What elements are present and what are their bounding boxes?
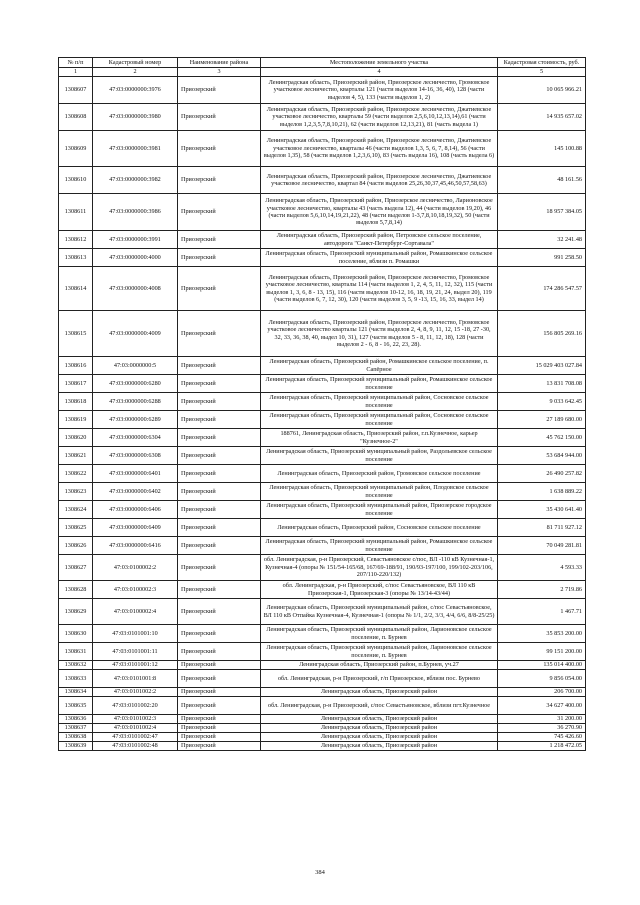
row-number-cell: 1308616 [59, 357, 93, 375]
location-cell: обл. Ленинградская, р-н Приозерский, с/пос Севастьяновское, ВЛ 110 кВ Приозерская-1, Приозерская-3 (опоры № 13/14-43/44) [261, 581, 498, 599]
table-row [59, 519, 586, 537]
cadastral-value-table [58, 57, 586, 751]
cadastral-value-cell: 13 831 708.08 [498, 375, 586, 393]
district-name-cell: Приозерский [178, 311, 261, 357]
location-cell: Ленинградская область, Приозерский район, Петровское сельское поселение, автодорога "Санкт-Петербург-Сортавала" [261, 231, 498, 249]
district-name-cell: Приозерский [178, 643, 261, 661]
location-cell: Ленинградская область, Приозерский район, Громовское сельское поселение [261, 465, 498, 483]
table-row [59, 231, 586, 249]
row-number-cell: 1308609 [59, 131, 93, 167]
district-name-cell: Приозерский [178, 519, 261, 537]
row-number-cell: 1308621 [59, 447, 93, 465]
district-name-cell: Приозерский [178, 697, 261, 715]
cadastral-value-cell: 1 467.71 [498, 599, 586, 625]
location-cell: Ленинградская область, Приозерский район, Приозерское лесничество, Джатиевское участковое лесничество, кварталы 59 (части выделов 2,5,6,10,12,13,14),61 (части выделов 1,2,3,5,7,8,10,21), 62 (части выделов 12,13,21), 81 (часть выдела 1) [261, 104, 498, 131]
table-row [59, 411, 586, 429]
row-number-cell: 1308632 [59, 661, 93, 670]
row-number-cell: 1308607 [59, 77, 93, 104]
row-number-cell: 1308633 [59, 670, 93, 688]
district-name-cell: Приозерский [178, 501, 261, 519]
table-row [59, 688, 586, 697]
district-name-cell: Приозерский [178, 742, 261, 751]
cadastral-value-cell: 53 684 944.00 [498, 447, 586, 465]
table-row [59, 104, 586, 131]
district-name-cell: Приозерский [178, 599, 261, 625]
row-number-cell: 1308614 [59, 267, 93, 311]
district-name-cell: Приозерский [178, 465, 261, 483]
row-number-cell: 1308626 [59, 537, 93, 555]
table-row [59, 375, 586, 393]
table-row [59, 599, 586, 625]
location-cell: обл. Ленинградская, р-н Приозерский, г/п Приозерское, вблизи пос. Бурнево [261, 670, 498, 688]
page-number: 384 [315, 869, 325, 876]
table-row [59, 670, 586, 688]
table-header-row [59, 58, 586, 68]
cadastral-number-cell: 47:03:0000000:6280 [93, 375, 178, 393]
cadastral-value-cell: 1 218 472.05 [498, 742, 586, 751]
district-name-cell: Приозерский [178, 670, 261, 688]
district-name-cell: Приозерский [178, 724, 261, 733]
cadastral-number-cell: 47:03:0101001:8 [93, 670, 178, 688]
location-cell: Ленинградская область, Приозерский район [261, 715, 498, 724]
table-row [59, 581, 586, 599]
district-name-cell: Приозерский [178, 537, 261, 555]
cadastral-number-cell: 47:03:0000000:6288 [93, 393, 178, 411]
row-number-cell: 1308631 [59, 643, 93, 661]
row-number-cell: 1308615 [59, 311, 93, 357]
location-cell: Ленинградская область, Приозерский муниципальный район, с/пос Севастьяновское, ВЛ 110 кВ Отпайка Кузнечная-4, Кузнечная-1 (опоры № 1/1, 2/2, 3/3, 4/4, 6/6, 8/8-25/25) [261, 599, 498, 625]
header-location: Местоположение земельного участка [261, 58, 498, 68]
cadastral-value-cell: 2 719.86 [498, 581, 586, 599]
row-number-cell: 1308610 [59, 167, 93, 194]
district-name-cell: Приозерский [178, 429, 261, 447]
district-name-cell: Приозерский [178, 688, 261, 697]
location-cell: Ленинградская область, Приозерский муниципальный район, Ромашкинское сельское поселение [261, 375, 498, 393]
cadastral-value-cell: 45 762 150.00 [498, 429, 586, 447]
cadastral-number-cell: 47:03:0000000:3986 [93, 194, 178, 231]
header-row-number: № п/п [59, 58, 93, 68]
row-number-cell: 1308624 [59, 501, 93, 519]
location-cell: 188761, Ленинградская область, Приозерский район, г.п.Кузнечное, карьер "Кузнечное-2" [261, 429, 498, 447]
district-name-cell: Приозерский [178, 447, 261, 465]
location-cell: Ленинградская область, Приозерский район [261, 742, 498, 751]
cadastral-number-cell: 47:03:0000000:3981 [93, 131, 178, 167]
row-number-cell: 1308608 [59, 104, 93, 131]
cadastral-value-cell: 34 627 400.00 [498, 697, 586, 715]
cadastral-value-cell: 206 700.00 [498, 688, 586, 697]
table-row [59, 311, 586, 357]
location-cell: Ленинградская область, Приозерский муниципальный район, Раздольевское сельское поселение [261, 447, 498, 465]
cadastral-value-cell: 27 189 680.00 [498, 411, 586, 429]
cadastral-number-cell: 47:03:0000000:6289 [93, 411, 178, 429]
cadastral-number-cell: 47:03:0101002:3 [93, 715, 178, 724]
location-cell: Ленинградская область, Приозерский район [261, 724, 498, 733]
location-cell: Ленинградская область, Приозерский муниципальный район, Ларионовское сельское поселение, п. Бурнев [261, 643, 498, 661]
cadastral-number-cell: 47:03:0101001:11 [93, 643, 178, 661]
cadastral-value-cell: 10 065 966.21 [498, 77, 586, 104]
table-row [59, 661, 586, 670]
column-number: 1 [59, 68, 93, 77]
location-cell: Ленинградская область, Приозерский район, Сосновское сельское поселение [261, 519, 498, 537]
cadastral-value-cell: 145 100.88 [498, 131, 586, 167]
row-number-cell: 1308639 [59, 742, 93, 751]
table-row [59, 167, 586, 194]
district-name-cell: Приозерский [178, 483, 261, 501]
cadastral-value-cell: 135 014 400.00 [498, 661, 586, 670]
district-name-cell: Приозерский [178, 167, 261, 194]
cadastral-number-cell: 47:03:0000000:6401 [93, 465, 178, 483]
row-number-cell: 1308619 [59, 411, 93, 429]
district-name-cell: Приозерский [178, 393, 261, 411]
district-name-cell: Приозерский [178, 555, 261, 581]
table-row [59, 643, 586, 661]
location-cell: Ленинградская область, Приозерский муниципальный район, Ромашкинское сельское поселение [261, 537, 498, 555]
table-row [59, 555, 586, 581]
location-cell: Ленинградская область, Приозерский район, Ромашкинское сельское поселение, п. Сапёрное [261, 357, 498, 375]
column-number: 2 [93, 68, 178, 77]
row-number-cell: 1308637 [59, 724, 93, 733]
district-name-cell: Приозерский [178, 715, 261, 724]
district-name-cell: Приозерский [178, 231, 261, 249]
district-name-cell: Приозерский [178, 267, 261, 311]
cadastral-number-cell: 47:03:0000000:4000 [93, 249, 178, 267]
cadastral-number-cell: 47:03:0000000:4008 [93, 267, 178, 311]
cadastral-number-cell: 47:03:0000000:6402 [93, 483, 178, 501]
cadastral-number-cell: 47:03:0000000:6308 [93, 447, 178, 465]
table-row [59, 733, 586, 742]
cadastral-number-cell: 47:03:0101001:12 [93, 661, 178, 670]
location-cell: обл. Ленинградская, р-н Приозерский, Севастьяновское с/пос, ВЛ -110 кВ Кузнечная-1, Кузнечная-4 (опоры № 151/54-165/68, 167/69-188/91, 190/93-197/100, 199/102-203/106, 207/110-220/132) [261, 555, 498, 581]
district-name-cell: Приозерский [178, 375, 261, 393]
row-number-cell: 1308622 [59, 465, 93, 483]
district-name-cell: Приозерский [178, 625, 261, 643]
cadastral-value-cell: 9 033 642.45 [498, 393, 586, 411]
header-cadastral-value: Кадастровая стоимость, руб. [498, 58, 586, 68]
location-cell: Ленинградская область, Приозерский муниципальный район, Плодовское сельское поселение [261, 483, 498, 501]
cadastral-value-cell: 36 270.90 [498, 724, 586, 733]
cadastral-number-cell: 47:03:0000000:5 [93, 357, 178, 375]
table-row [59, 537, 586, 555]
district-name-cell: Приозерский [178, 581, 261, 599]
cadastral-number-cell: 47:03:0000000:6409 [93, 519, 178, 537]
cadastral-number-cell: 47:03:0101002:47 [93, 733, 178, 742]
cadastral-value-cell: 35 430 641.40 [498, 501, 586, 519]
table-row [59, 194, 586, 231]
cadastral-number-cell: 47:03:0101002:48 [93, 742, 178, 751]
cadastral-value-cell: 156 805 269.16 [498, 311, 586, 357]
cadastral-value-cell: 991 258.50 [498, 249, 586, 267]
cadastral-value-cell: 32 241.48 [498, 231, 586, 249]
row-number-cell: 1308634 [59, 688, 93, 697]
district-name-cell: Приозерский [178, 661, 261, 670]
location-cell: обл. Ленинградская, р-н Приозерский, с/пос Севастьяновское, вблизи пгт.Кузнечное [261, 697, 498, 715]
cadastral-value-cell: 14 935 657.02 [498, 104, 586, 131]
table-row [59, 501, 586, 519]
district-name-cell: Приозерский [178, 733, 261, 742]
table-body [59, 77, 586, 751]
column-number: 4 [261, 68, 498, 77]
cadastral-value-cell: 15 029 403 027.84 [498, 357, 586, 375]
location-cell: Ленинградская область, Приозерский район, Приозерское лесничество, Джатиевское участковое лесничество, квартал 84 (части выделов 25,26,30,37,45,46,50,57,58,63) [261, 167, 498, 194]
row-number-cell: 1308629 [59, 599, 93, 625]
table-row [59, 465, 586, 483]
row-number-cell: 1308612 [59, 231, 93, 249]
table-row [59, 267, 586, 311]
header-cadastral-number: Кадастровый номер [93, 58, 178, 68]
cadastral-value-cell: 745 426.60 [498, 733, 586, 742]
location-cell: Ленинградская область, Приозерский район, Приозерское лесничество, Ларионовское участковое лесничество, кварталы 43 (часть выдела 12), 44 (части выделов 19,20), 46 (части выделов 5,6,10,14,19,21,22), 48 (части выделов 1-3,7,8,10,18,19,32), 50 (части выделов 5,7,8,14) [261, 194, 498, 231]
cadastral-number-cell: 47:03:0100002:4 [93, 599, 178, 625]
table-row [59, 429, 586, 447]
location-cell: Ленинградская область, Приозерский район, Приозерское лесничество, Громовское участковое лесничество, кварталы 114 (части выделов 1, 2, 4, 5, 11, 12, 32), 115 (части выделов 1, 3, 6, 8 - 13, 15), 116 (части выделов 10-12, 16, 18, 19, 21, 24, выдел 20), 119 (части выделов 6, 7, 12, 30), 120 (части выделов 3, 5, 9 -13, 15, 16, 33, выдел 14) [261, 267, 498, 311]
row-number-cell: 1308636 [59, 715, 93, 724]
cadastral-number-cell: 47:03:0000000:4009 [93, 311, 178, 357]
cadastral-value-cell: 4 593.33 [498, 555, 586, 581]
cadastral-number-cell: 47:03:0000000:3976 [93, 77, 178, 104]
cadastral-number-cell: 47:03:0000000:6406 [93, 501, 178, 519]
table-row [59, 742, 586, 751]
district-name-cell: Приозерский [178, 104, 261, 131]
table-row [59, 697, 586, 715]
table-row [59, 483, 586, 501]
location-cell: Ленинградская область, Приозерский муниципальный район, Ромашкинское сельское поселение, вблизи п. Ромашки [261, 249, 498, 267]
row-number-cell: 1308623 [59, 483, 93, 501]
cadastral-number-cell: 47:03:0101001:10 [93, 625, 178, 643]
cadastral-number-cell: 47:03:0100002:3 [93, 581, 178, 599]
row-number-cell: 1308613 [59, 249, 93, 267]
district-name-cell: Приозерский [178, 131, 261, 167]
table-row [59, 249, 586, 267]
cadastral-number-cell: 47:03:0000000:3980 [93, 104, 178, 131]
row-number-cell: 1308627 [59, 555, 93, 581]
row-number-cell: 1308638 [59, 733, 93, 742]
row-number-cell: 1308625 [59, 519, 93, 537]
location-cell: Ленинградская область, Приозерский район, Приозерское лесничество, Громовское участковое лесничество, кварталы 121 (части выделов 14-16, 36, 40), 128 (части выделов 4, 5), 133 (части выделов 1, 2) [261, 77, 498, 104]
cadastral-value-cell: 81 711 927.12 [498, 519, 586, 537]
table-row [59, 393, 586, 411]
row-number-cell: 1308635 [59, 697, 93, 715]
table-row [59, 715, 586, 724]
district-name-cell: Приозерский [178, 77, 261, 104]
row-number-cell: 1308620 [59, 429, 93, 447]
cadastral-number-cell: 47:03:0000000:6304 [93, 429, 178, 447]
cadastral-value-cell: 35 853 200.00 [498, 625, 586, 643]
row-number-cell: 1308617 [59, 375, 93, 393]
cadastral-number-cell: 47:03:0101002:4 [93, 724, 178, 733]
cadastral-number-cell: 47:03:0000000:3982 [93, 167, 178, 194]
location-cell: Ленинградская область, Приозерский район [261, 688, 498, 697]
district-name-cell: Приозерский [178, 249, 261, 267]
cadastral-value-cell: 26 490 257.82 [498, 465, 586, 483]
cadastral-value-cell: 48 161.56 [498, 167, 586, 194]
cadastral-number-cell: 47:03:0000000:3991 [93, 231, 178, 249]
table-row [59, 625, 586, 643]
cadastral-number-cell: 47:03:0000000:6416 [93, 537, 178, 555]
table-row [59, 77, 586, 104]
row-number-cell: 1308630 [59, 625, 93, 643]
row-number-cell: 1308611 [59, 194, 93, 231]
location-cell: Ленинградская область, Приозерский район [261, 733, 498, 742]
cadastral-number-cell: 47:03:0101002:20 [93, 697, 178, 715]
cadastral-value-cell: 99 151 200.00 [498, 643, 586, 661]
document-sheet [58, 57, 585, 751]
column-number: 3 [178, 68, 261, 77]
cadastral-value-cell: 174 286 547.57 [498, 267, 586, 311]
location-cell: Ленинградская область, Приозерский район, Приозерское лесничество, Громовское участковое лесничество кварталы 121 (части выделов 2, 4, 8, 9, 11, 12, 15 -18, 27 -30, 32, 33, 36, 38, 40, выдел 10, 31), 127 (части выделов 5 - 8, 11, 12, 18), 128 (части выделов 2 - 6, 8 - 16, 22, 23, 28). [261, 311, 498, 357]
row-number-cell: 1308628 [59, 581, 93, 599]
column-number: 5 [498, 68, 586, 77]
district-name-cell: Приозерский [178, 194, 261, 231]
cadastral-value-cell: 9 856 054.00 [498, 670, 586, 688]
cadastral-value-cell: 70 049 281.81 [498, 537, 586, 555]
location-cell: Ленинградская область, Приозерский муниципальный район, Приозерское городское поселение [261, 501, 498, 519]
table-row [59, 357, 586, 375]
cadastral-value-cell: 31 200.00 [498, 715, 586, 724]
cadastral-number-cell: 47:03:0101002:2 [93, 688, 178, 697]
table-row [59, 724, 586, 733]
location-cell: Ленинградская область, Приозерский муниципальный район, Сосновское сельское поселение [261, 393, 498, 411]
district-name-cell: Приозерский [178, 357, 261, 375]
location-cell: Ленинградская область, Приозерский район, Приозерское лесничество, Джатиевское участковое лесничество, кварталы 46 (части выделов 1,3, 5, 6, 7, 8,14), 56 (части выделов 1,35), 58 (части выделов 1,2,3,6,10), 83 (часть выдела 16), 108 (часть выдела 6) [261, 131, 498, 167]
cadastral-number-cell: 47:03:0100002:2 [93, 555, 178, 581]
table-row [59, 447, 586, 465]
table-column-numbering-row [59, 68, 586, 77]
table-row [59, 131, 586, 167]
location-cell: Ленинградская область, Приозерский муниципальный район, Ларионовское сельское поселение, п. Бурнев [261, 625, 498, 643]
location-cell: Ленинградская область, Приозерский муниципальный район, Сосновское сельское поселение [261, 411, 498, 429]
cadastral-value-cell: 18 957 384.05 [498, 194, 586, 231]
cadastral-value-cell: 1 638 889.22 [498, 483, 586, 501]
row-number-cell: 1308618 [59, 393, 93, 411]
location-cell: Ленинградская область, Приозерский район, п.Бурнев, уч.27 [261, 661, 498, 670]
header-district-name: Наименование района [178, 58, 261, 68]
district-name-cell: Приозерский [178, 411, 261, 429]
